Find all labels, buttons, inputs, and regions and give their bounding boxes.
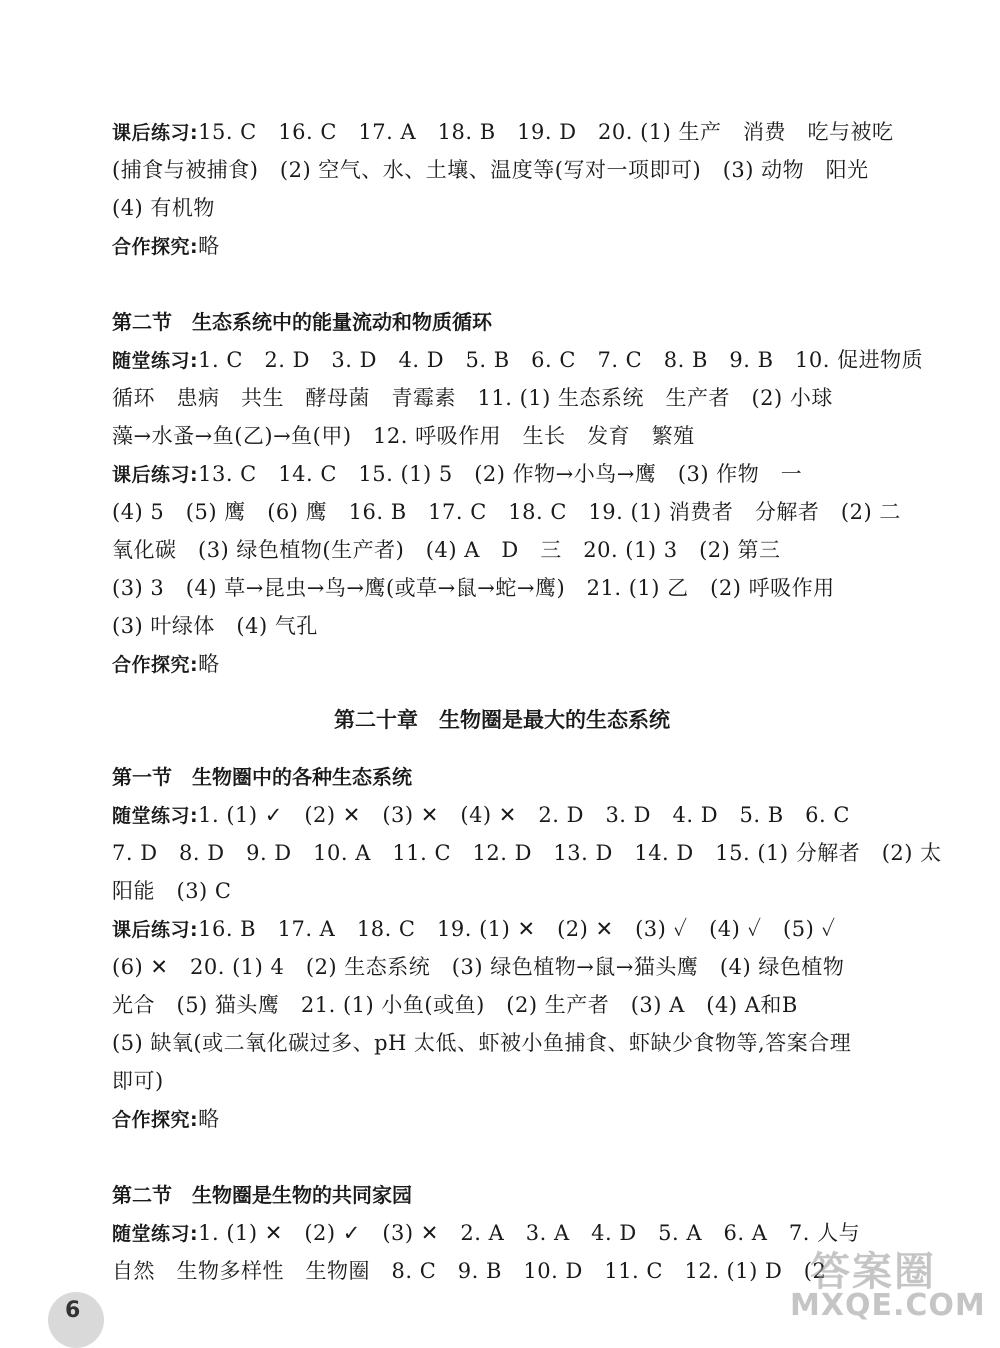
chapter-heading: 第二十章 生物圈是最大的生态系统: [334, 708, 670, 732]
answer-line: [112, 1256, 892, 1286]
answer-text: (6) ✕ 20. (1) 4 (2) 生态系统 (3) 绿色植物→鼠→猫头鹰 (4) 绿色植物: [112, 955, 845, 979]
answer-line: [112, 345, 924, 376]
answer-line: [112, 193, 892, 223]
answer-text: 1. (1) ✓ (2) ✕ (3) ✕ (4) ✕ 2. D 3. D 4. D 5. B 6. C: [198, 803, 850, 827]
answer-text: 循环 患病 共生 酵母菌 青霉素 11. (1) 生态系统 生产者 (2) 小球: [112, 386, 833, 410]
answer-line: [112, 231, 892, 262]
answer-line: [112, 535, 892, 565]
answer-text: 略: [198, 652, 220, 676]
exercise-label: 随堂练习:: [112, 805, 199, 827]
answer-line: [112, 117, 892, 148]
exercise-label: 课后练习:: [112, 464, 199, 486]
exercise-label: 随堂练习:: [112, 350, 199, 372]
answer-line: [112, 1104, 892, 1135]
answer-line: [112, 611, 892, 641]
answer-text: 1. (1) ✕ (2) ✓ (3) ✕ 2. A 3. A 4. D 5. A 6. A 7. 人与: [198, 1221, 861, 1245]
answer-line: [112, 876, 892, 906]
answer-text: 略: [198, 234, 220, 258]
page-number-badge: [40, 1290, 110, 1330]
answer-line: [112, 1218, 892, 1249]
answer-line: [112, 838, 942, 868]
answer-line: [112, 497, 901, 527]
watermark-url: MXQE.COM: [790, 1288, 986, 1323]
exercise-label: 课后练习:: [112, 919, 199, 941]
answer-text: (5) 缺氧(或二氧化碳过多、pH 太低、虾被小鱼捕食、虾缺少食物等,答案合理: [112, 1031, 852, 1055]
answer-line: [112, 914, 892, 945]
answer-text: 氧化碳 (3) 绿色植物(生产者) (4) A D 三 20. (1) 3 (2) 第三: [112, 538, 781, 562]
watermark-logo-text: 答案圈: [810, 1249, 936, 1295]
answer-text: 7. D 8. D 9. D 10. A 11. C 12. D 13. D 14. D 15. (1) 分解者 (2) 太: [112, 841, 942, 865]
answer-line: [112, 573, 892, 603]
exercise-label: 合作探究:: [112, 1109, 199, 1131]
answer-line: [112, 459, 892, 490]
exercise-label: 课后练习:: [112, 122, 199, 144]
answer-line: [112, 155, 892, 185]
answer-text: 略: [198, 1107, 220, 1131]
answer-text: (4) 有机物: [112, 196, 215, 220]
answer-text: (捕食与被捕食) (2) 空气、水、土壤、温度等(写对一项即可) (3) 动物 阳光: [112, 158, 869, 182]
answer-line: [112, 1066, 892, 1096]
answer-line: [112, 952, 892, 982]
page-number: 6: [65, 1298, 81, 1323]
answer-text: (4) 5 (5) 鹰 (6) 鹰 16. B 17. C 18. C 19. (1) 消费者 分解者 (2) 二: [112, 500, 901, 524]
answer-text: 自然 生物多样性 生物圈 8. C 9. B 10. D 11. C 12. (1) D (2: [112, 1259, 827, 1283]
answer-line: [112, 421, 892, 451]
answer-text: 阳能 (3) C: [112, 879, 232, 903]
answer-text: 1. C 2. D 3. D 4. D 5. B 6. C 7. C 8. B 9. B 10. 促进物质: [198, 348, 924, 372]
answer-text: 15. C 16. C 17. A 18. B 19. D 20. (1) 生产 消费 吃与被吃: [198, 120, 894, 144]
section-heading: 第一节 生物圈中的各种生态系统: [112, 765, 412, 789]
answer-text: (3) 叶绿体 (4) 气孔: [112, 614, 318, 638]
answer-line: [112, 383, 892, 413]
section-heading: 第二节 生态系统中的能量流动和物质循环: [112, 310, 492, 334]
exercise-label: 合作探究:: [112, 654, 199, 676]
answer-text: 藻→水蚤→鱼(乙)→鱼(甲) 12. 呼吸作用 生长 发育 繁殖: [112, 424, 695, 448]
answer-text: 13. C 14. C 15. (1) 5 (2) 作物→小鸟→鹰 (3) 作物 一: [198, 462, 803, 486]
answer-line: [112, 990, 892, 1020]
answer-text: (3) 3 (4) 草→昆虫→鸟→鹰(或草→鼠→蛇→鹰) 21. (1) 乙 (2) 呼吸作用: [112, 576, 835, 600]
answer-line: [112, 649, 892, 680]
exercise-label: 合作探究:: [112, 236, 199, 258]
answer-text: 16. B 17. A 18. C 19. (1) ✕ (2) ✕ (3) ✓ (4) ✓ (5) ✓: [198, 917, 836, 941]
answer-text: 即可): [112, 1069, 164, 1093]
exercise-label: 随堂练习:: [112, 1223, 199, 1245]
watermark: [790, 1240, 1000, 1325]
section-heading: 第二节 生物圈是生物的共同家园: [112, 1183, 412, 1207]
answer-text: 光合 (5) 猫头鹰 21. (1) 小鱼(或鱼) (2) 生产者 (3) A (4) A和B: [112, 993, 798, 1017]
answer-line: [112, 800, 892, 831]
answer-line: [112, 1028, 892, 1058]
